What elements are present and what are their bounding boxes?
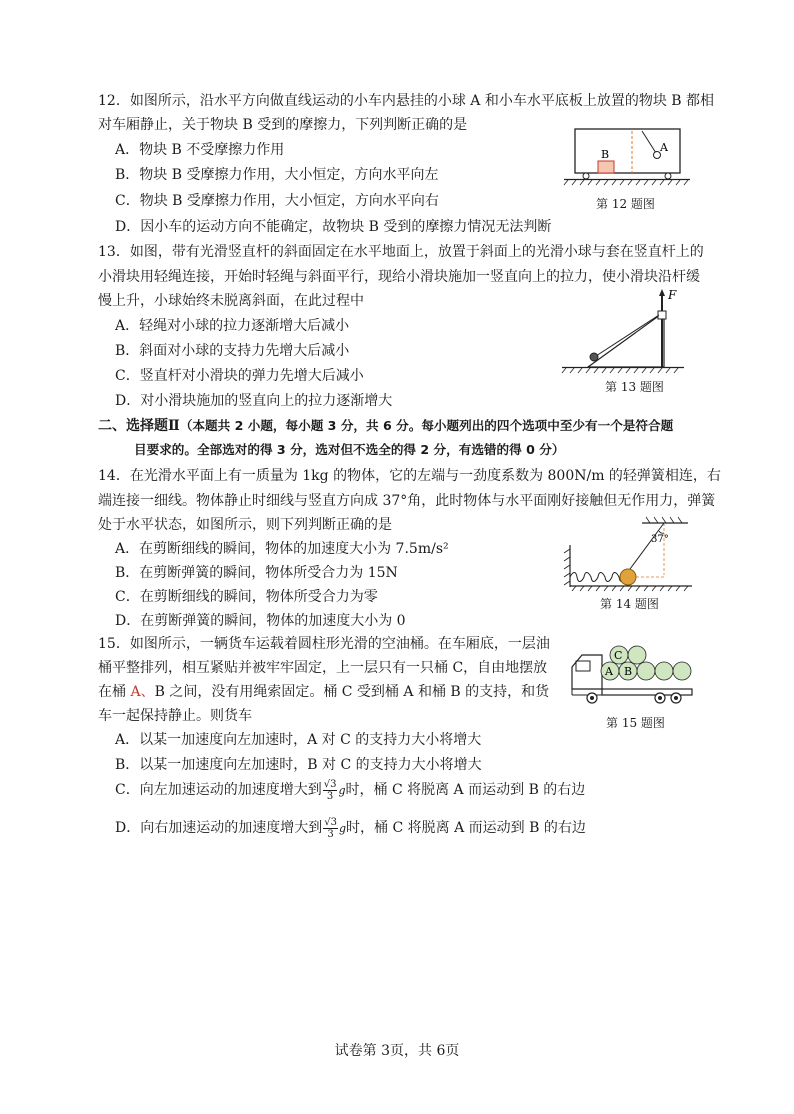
q12-figure [560,125,695,187]
section2-header [98,416,673,436]
q15-option-d-fraction [323,817,338,840]
q15-option-c [115,777,585,804]
q15-stem-line3-post: B 之间，没有用绳索固定。桶 C 受到桶 A 和桶 B 的支持，和货 [154,684,550,700]
q15-option-c-frac-num: √3 [323,778,337,790]
q12-option-a: A．物块 B 不受摩擦力作用 [115,142,285,158]
q12-stem-line2: 对车厢静止，关于物块 B 受到的摩擦力，下列判断正确的是 [98,117,468,133]
q15-option-c-pre: C．向左加速运动的加速度增大到 [115,782,322,798]
q15-stem-line2: 桶平整排列，相互紧贴并被牢牢固定，上一层只有一只桶 C，自由地摆放 [98,660,548,676]
q14-stem-line3: 处于水平状态，如图所示，则下列判断正确的是 [98,517,392,533]
q15-caption: 第 15 题图 [606,716,665,730]
q13-figure [560,285,690,385]
q13-label-f: F [668,288,677,302]
q13-option-a: A．轻绳对小球的拉力逐渐增大后减小 [115,318,350,334]
page-footer: 试卷第 3页，共 6页 [334,1043,460,1059]
q15-option-c-g: g [338,784,346,797]
q15-label-a: A [605,665,613,678]
q15-label-c: C [614,649,623,662]
q15-option-c-fraction [323,779,338,802]
section2-title: 二、选择题Ⅱ [98,418,180,434]
q15-option-c-post: 时，桶 C 将脱离 A 而运动到 B 的右边 [345,782,586,798]
q15-option-d-g: g [338,822,347,835]
q15-stem-line3 [98,682,549,702]
q12-label-a: A [660,141,668,154]
q15-option-d-frac-num: √3 [324,816,337,828]
q15-stem-line4: 车一起保持静止。则货车 [98,708,252,724]
q14-angle-label: 37° [651,534,669,545]
q15-option-d [115,815,586,842]
q12-caption: 第 12 题图 [596,197,655,211]
q13-option-c: C．竖直杆对小滑块的弹力先增大后减小 [115,368,364,384]
q12-option-c: C．物块 B 受摩擦力作用，大小恒定，方向水平向右 [115,193,439,209]
q12-label-b: B [601,148,610,161]
q14-stem-line1: 14．在光滑水平面上有一质量为 1kg 的物体，它的左端与一劲度系数为 800N/m 的轻弹簧相连，右 [98,468,721,484]
q13-stem-line1: 13．如图，带有光滑竖直杆的斜面固定在水平地面上，放置于斜面上的光滑小球与套在竖直杆上的 [98,244,704,260]
q15-option-d-frac-den: 3 [327,828,334,840]
q15-stem-line3-red: A、 [130,684,155,700]
q15-option-d-post: 时，桶 C 将脱离 A 而运动到 B 的右边 [346,820,586,836]
q12-option-d: D．因小车的运动方向不能确定，故物块 B 受到的摩擦力情况无法判断 [115,219,552,235]
q14-figure [560,505,700,597]
q15-option-d-pre: D．向右加速运动的加速度增大到 [115,820,323,836]
q14-caption: 第 14 题图 [600,597,659,611]
q15-option-a: A．以某一加速度向左加速时，A 对 C 的支持力大小将增大 [115,732,482,748]
q14-option-b: B．在剪断弹簧的瞬间，物体所受合力为 15N [115,565,398,581]
section2-note-line2: 目要求的。全部选对的得 3 分，选对但不选全的得 2 分，有选错的得 0 分） [134,442,565,457]
q14-option-c: C．在剪断细线的瞬间，物体所受合力为零 [115,589,378,605]
q12-option-b: B．物块 B 受摩擦力作用，大小恒定，方向水平向左 [115,167,439,183]
q13-stem-line2: 小滑块用轻绳连接，开始时轻绳与斜面平行，现给小滑块施加一竖直向上的拉力，使小滑块沿杆缓 [98,269,700,285]
q15-stem-line1: 15．如图所示，一辆货车运载着圆柱形光滑的空油桶。在车厢底，一层油 [98,636,550,652]
q14-option-d: D．在剪断弹簧的瞬间，物体的加速度大小为 0 [115,613,406,629]
q13-caption: 第 13 题图 [605,380,664,394]
q15-stem-line3-pre: 在桶 [98,684,131,700]
section2-note-line1: （本题共 2 小题，每小题 3 分，共 6 分。每小题列出的四个选项中至少有一个是符合题 [179,418,674,433]
q15-option-b: B．以某一加速度向左加速时，B 对 C 的支持力大小将增大 [115,757,482,773]
q13-option-d: D．对小滑块施加的竖直向上的拉力逐渐增大 [115,393,393,409]
q13-option-b: B．斜面对小球的支持力先增大后减小 [115,343,350,359]
q15-option-c-frac-den: 3 [326,790,334,802]
q15-label-b: B [624,665,633,678]
q14-stem-line2: 端连接一细线。物体静止时细线与竖直方向成 37°角，此时物体与水平面刚好接触但无作用力，弹簧 [98,493,716,509]
q13-stem-line3: 慢上升，小球始终未脱离斜面，在此过程中 [98,293,364,309]
q14-option-a: A．在剪断细线的瞬间，物体的加速度大小为 7.5m/s² [115,541,449,557]
q12-stem-line1: 12．如图所示，沿水平方向做直线运动的小车内悬挂的小球 A 和小车水平底板上放置的物块 B 都相 [98,93,715,109]
q15-figure [568,633,696,715]
